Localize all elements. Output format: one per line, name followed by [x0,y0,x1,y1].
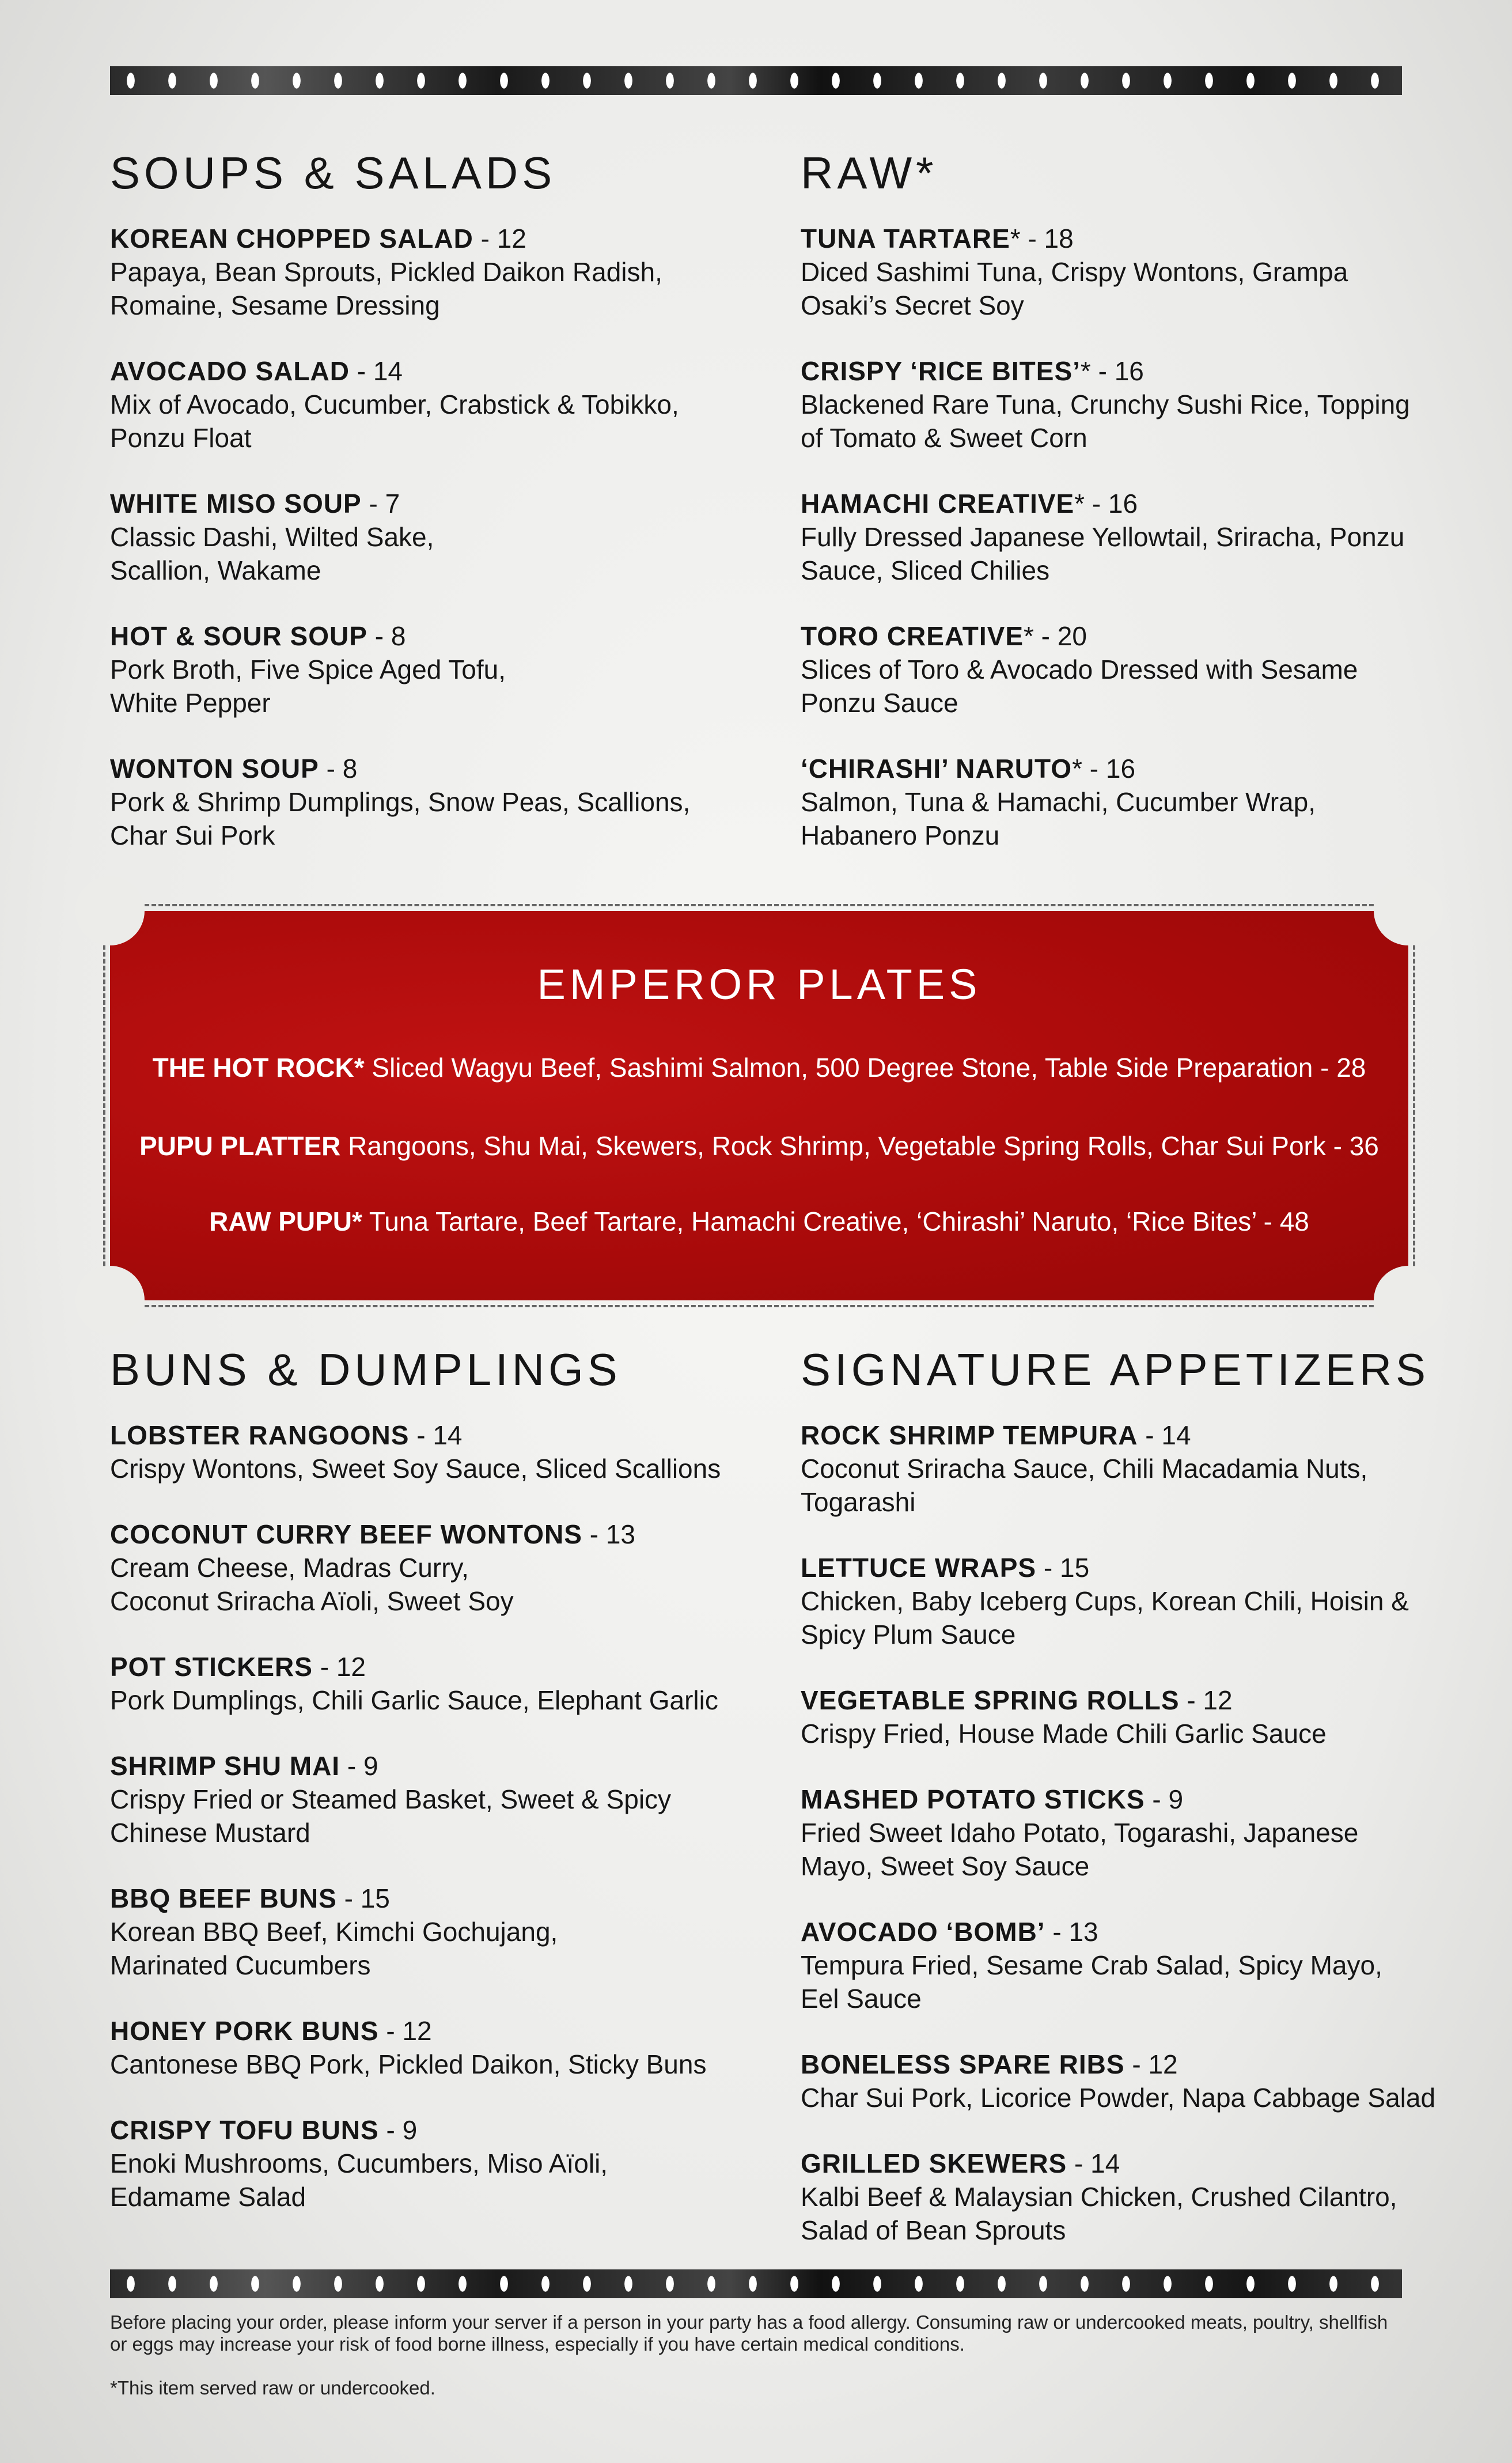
item-description: Pork Dumplings, Chili Garlic Sauce, Elephant Garlic [110,1685,718,1715]
plate-desc: Tuna Tartare, Beef Tartare, Hamachi Creative, ‘Chirashi’ Naruto, ‘Rice Bites’ - 48 [362,1206,1309,1236]
item-name: VEGETABLE SPRING ROLLS [801,1685,1180,1715]
item-price: - 13 [582,1519,635,1549]
item-name: TUNA TARTARE [801,224,1010,254]
item-description: Papaya, Bean Sprouts, Pickled Daikon Radish, Romaine, Sesame Dressing [110,257,662,320]
item-name: HAMACHI CREATIVE [801,489,1075,519]
item-price: - 12 [1179,1685,1233,1715]
section-heading: SOUPS & SALADS [110,147,556,198]
item-price: - 12 [1124,2049,1178,2079]
item-description: Fully Dressed Japanese Yellowtail, Sriracha, Ponzu Sauce, Sliced Chilies [801,522,1405,585]
item-description: Salmon, Tuna & Hamachi, Cucumber Wrap, Habanero Ponzu [801,787,1316,850]
item-price: * - 16 [1080,356,1144,386]
item-name: LETTUCE WRAPS [801,1553,1037,1583]
menu-item [110,1882,790,1982]
menu-item [110,1418,790,1485]
section-buns-dumplings [110,1344,790,2246]
item-description: Crispy Fried or Steamed Basket, Sweet & Spicy Chinese Mustard [110,1784,672,1848]
item-price: * - 20 [1024,621,1087,651]
item-description: Blackened Rare Tuna, Crunchy Sushi Rice, Topping of Tomato & Sweet Corn [801,389,1410,453]
item-price: - 14 [349,356,403,386]
plate-name: PUPU PLATTER [139,1131,341,1161]
item-price: - 9 [378,2115,418,2145]
item-name: BBQ BEEF BUNS [110,1883,337,1913]
item-price: - 9 [340,1751,378,1781]
item-name: GRILLED SKEWERS [801,2148,1067,2178]
menu-item [801,1551,1480,1651]
item-price: - 13 [1045,1917,1098,1947]
menu-item [110,619,790,720]
menu-item [110,2014,790,2081]
menu-item [110,752,790,852]
item-description: Tempura Fried, Sesame Crab Salad, Spicy Mayo, Eel Sauce [801,1950,1382,2014]
section-heading: RAW* [801,147,938,198]
item-name: KOREAN CHOPPED SALAD [110,224,473,254]
menu-item [110,354,790,455]
menu-item [110,1518,790,1618]
item-name: SHRIMP SHU MAI [110,1751,340,1781]
item-price: - 9 [1145,1784,1184,1814]
menu-item [110,1749,790,1849]
item-name: AVOCADO SALAD [110,356,350,386]
menu-item [801,2048,1480,2114]
menu-item [801,354,1480,455]
menu-item [801,752,1480,852]
item-price: * - 18 [1010,224,1074,254]
item-price: * - 16 [1072,754,1136,784]
menu-item [801,222,1480,322]
item-name: ‘CHIRASHI’ NARUTO [801,754,1073,784]
item-name: ROCK SHRIMP TEMPURA [801,1420,1138,1450]
item-name: TORO CREATIVE [801,621,1024,651]
item-description: Kalbi Beef & Malaysian Chicken, Crushed Cilantro, Salad of Bean Sprouts [801,2182,1397,2245]
menu-item [801,487,1480,587]
item-description: Cantonese BBQ Pork, Pickled Daikon, Sticky Buns [110,2049,707,2079]
plate-name: THE HOT ROCK* [152,1053,365,1083]
item-description: Coconut Sriracha Sauce, Chili Macadamia Nuts, Togarashi [801,1454,1368,1517]
decorative-film-strip-top [110,66,1402,95]
item-description: Fried Sweet Idaho Potato, Togarashi, Japanese Mayo, Sweet Soy Sauce [801,1818,1359,1881]
item-name: HOT & SOUR SOUP [110,621,367,651]
section-heading: SIGNATURE APPETIZERS [801,1344,1430,1395]
item-name: AVOCADO ‘BOMB’ [801,1917,1045,1947]
plate-desc: Sliced Wagyu Beef, Sashimi Salmon, 500 Degree Stone, Table Side Preparation - 28 [364,1053,1366,1083]
section-signature-appetizers [801,1344,1480,2279]
item-name: WHITE MISO SOUP [110,489,362,519]
item-name: WONTON SOUP [110,754,319,784]
item-price: - 14 [1138,1420,1191,1450]
item-price: - 12 [473,224,526,254]
section-raw [801,147,1480,884]
item-description: Korean BBQ Beef, Kimchi Gochujang, Marinated Cucumbers [110,1917,558,1980]
menu-item [801,1418,1480,1519]
item-price: - 12 [378,2016,432,2046]
item-description: Char Sui Pork, Licorice Powder, Napa Cabbage Salad [801,2083,1436,2113]
item-description: Pork Broth, Five Spice Aged Tofu, White Pepper [110,654,506,718]
section-heading: BUNS & DUMPLINGS [110,1344,622,1395]
item-name: HONEY PORK BUNS [110,2016,379,2046]
item-price: - 14 [409,1420,463,1450]
item-description: Pork & Shrimp Dumplings, Snow Peas, Scallions, Char Sui Pork [110,787,691,850]
menu-item [110,1650,790,1717]
menu-item [110,487,790,587]
item-description: Diced Sashimi Tuna, Crispy Wontons, Grampa Osaki’s Secret Soy [801,257,1348,320]
item-price: - 8 [319,754,358,784]
plate-item [110,1130,1408,1161]
item-price: - 12 [312,1652,366,1682]
item-description: Enoki Mushrooms, Cucumbers, Miso Aïoli, Edamame Salad [110,2148,608,2212]
item-price: - 14 [1067,2148,1120,2178]
section-soups-salads [110,147,790,884]
decorative-film-strip-bottom [110,2269,1402,2298]
item-price: - 7 [361,489,400,519]
item-description: Mix of Avocado, Cucumber, Crabstick & Tobikko, Ponzu Float [110,389,679,453]
plate-desc: Rangoons, Shu Mai, Skewers, Rock Shrimp, Vegetable Spring Rolls, Char Sui Pork - 36 [340,1131,1379,1161]
item-name: COCONUT CURRY BEEF WONTONS [110,1519,582,1549]
item-description: Cream Cheese, Madras Curry, Coconut Sriracha Aïoli, Sweet Soy [110,1553,514,1616]
menu-item [110,2113,790,2214]
item-name: LOBSTER RANGOONS [110,1420,410,1450]
plate-item [110,1206,1408,1237]
menu-item [801,1915,1480,2015]
item-description: Slices of Toro & Avocado Dressed with Sesame Ponzu Sauce [801,654,1358,718]
plate-name: RAW PUPU* [209,1206,362,1236]
allergy-notice: Before placing your order, please inform your server if a person in your party has a food allergy. Consuming raw or undercooked meats, poultry, shellfish or eggs may increase your risk of food borne illness, especially if you have certain medical conditions. [110,2311,1388,2355]
item-price: * - 16 [1074,489,1138,519]
menu-item [110,222,790,322]
emperor-plates-panel [110,911,1408,1300]
plate-item [110,1052,1408,1083]
item-description: Crispy Wontons, Sweet Soy Sauce, Sliced Scallions [110,1454,721,1484]
menu-item [801,1683,1480,1750]
item-name: BONELESS SPARE RIBS [801,2049,1125,2079]
emperor-plates-title: EMPEROR PLATES [537,960,982,1008]
item-price: - 15 [1036,1553,1090,1583]
item-name: MASHED POTATO STICKS [801,1784,1145,1814]
item-name: CRISPY ‘RICE BITES’ [801,356,1081,386]
menu-item [801,2147,1480,2247]
item-description: Classic Dashi, Wilted Sake, Scallion, Wakame [110,522,434,585]
item-price: - 15 [336,1883,390,1913]
item-name: CRISPY TOFU BUNS [110,2115,379,2145]
item-price: - 8 [367,621,406,651]
menu-item [801,1783,1480,1883]
raw-note: *This item served raw or undercooked. [110,2377,435,2398]
item-description: Chicken, Baby Iceberg Cups, Korean Chili, Hoisin & Spicy Plum Sauce [801,1586,1409,1649]
item-name: POT STICKERS [110,1652,313,1682]
item-description: Crispy Fried, House Made Chili Garlic Sauce [801,1719,1327,1749]
menu-item [801,619,1480,720]
